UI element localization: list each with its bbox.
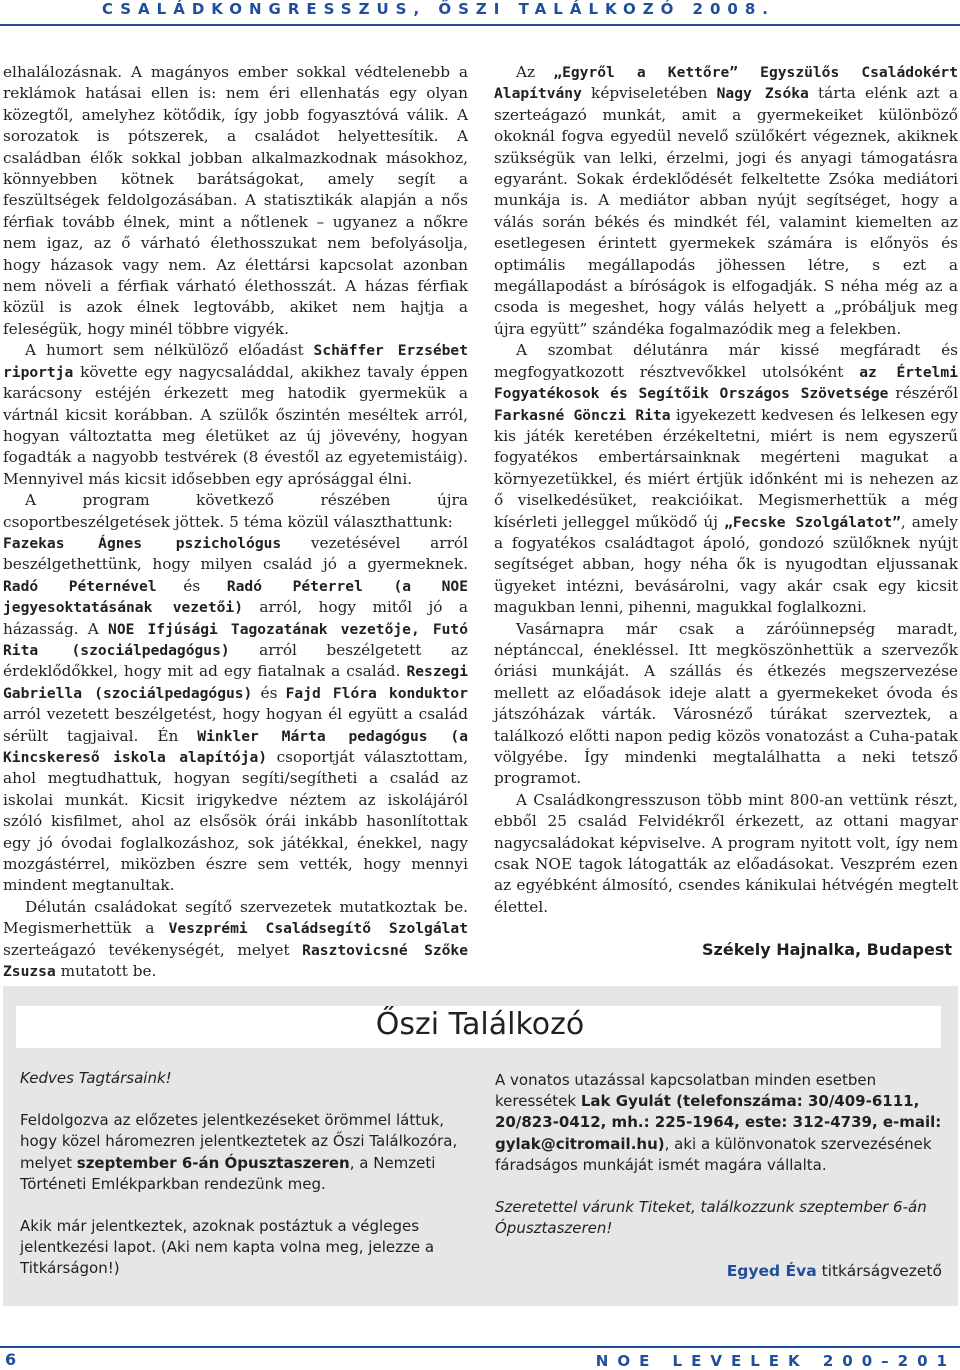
text-span: vezetésével arról beszélgethettünk, hogy milyen család jó a gyermeknek.	[3, 533, 468, 574]
text-span: arról, hogy mitől jó a házasság. A	[3, 598, 468, 638]
text-span: A vonatos utazással kapcsolatban minden esetben keressétek	[495, 1071, 877, 1111]
text-span: A humort sem nélkülöző előadást	[25, 341, 314, 360]
page-number: 6	[5, 1350, 17, 1369]
bold-span: „Egyről a Kettőre” Egyszülős Családokért Alapítvány	[494, 64, 959, 103]
announcement-paragraph-2: Akik már jelentkeztek, azoknak postáztuk a végleges jelentkezési lapot. (Aki nem kapta volna meg, jelezze a Titkárságon!)	[20, 1217, 435, 1278]
bold-span: „Fecske Szolgálatot”	[724, 513, 901, 531]
text-span: , amely a fogyatékos családtagot ápoló, gondozó szülőknek nyújt segítséget abban, hogy néha ők is nyugodtan eljussanak ügyeket intézni, bevásárolni, vagy akár csak egy kicsit magukban lenni, pihenni, magukkal foglalkozni.	[494, 512, 959, 617]
bold-span: szeptember 6-án Ópusztaszeren	[76, 1153, 350, 1172]
publication-title: NOE LEVELEK 200–201	[595, 1352, 956, 1370]
text-span: mutatott be.	[55, 962, 157, 981]
text-span: , aki a különvonatok szervezésének fáradságos munkáját ismét magára vállalta.	[495, 1134, 932, 1174]
text-span: arról vezetett beszélgetést, hogy hogyan él együtt a család sérült tagjaival. Én	[3, 705, 468, 745]
announcement-title: Őszi Találkozó	[375, 1007, 585, 1042]
text-span: követte egy nagycsaláddal, akikhez tavaly éppen karácsony estéjén érkezett meg hatodik gyermekük a vártnál kicsit korábban. A szülők őszintén meséltek arról, hogyan változtatta meg életüket az új jövevény, hogyan fogadták a nagyobb testvérek (8 évestől az egyetemistáig). Mennyivel más kicsit idősebben egy aprósággal élni.	[3, 362, 468, 488]
bold-span: Schäffer Erzsébet riportja	[3, 342, 468, 381]
bold-span: Reszegi Gabriella (szociálpedagógus)	[3, 663, 468, 702]
bold-span: Radó Péterrel (a NOE jegyesoktatásának vezetői)	[3, 577, 468, 617]
text-span: A szombat délutánra már kissé megfáradt és megfogyatkozott résztvevőkkel utolsóként	[494, 341, 958, 381]
right-paragraph-2	[494, 340, 958, 618]
running-header: CSALÁDKONGRESSZUS, ŐSZI TALÁLKOZÓ 2008.	[101, 0, 775, 18]
text-span: Délután családokat segítő szervezetek mutatkoztak be. Megismerhettük a	[3, 897, 468, 938]
footer-rule	[0, 1346, 960, 1348]
bold-span: Fajd Flóra konduktor	[285, 684, 468, 702]
bold-span: Nagy Zsóka	[716, 85, 809, 103]
signature-role: titkárságvezető	[816, 1262, 942, 1280]
text-span: arról beszélgetett az érdeklődőkkel, hogy mit ad egy fiatalnak a család.	[3, 640, 468, 681]
bold-span: Farkasné Gönczi Rita	[494, 406, 671, 424]
right-paragraph-1	[494, 62, 958, 340]
text-span: szerteágazó tevékenységét, melyet	[3, 940, 303, 959]
text-span: Feldolgozva az előzetes jelentkezéseket örömmel láttuk, hogy közel háromezren jelentkeztetek az Őszi Találkozóra, melyet	[20, 1111, 458, 1172]
left-paragraph-4	[3, 533, 468, 897]
bold-span: Veszprémi Családsegítő Szolgálat	[168, 920, 468, 938]
bold-span: Fazekas Ágnes pszichológus	[3, 534, 282, 552]
right-column	[494, 62, 958, 918]
text-span: és	[156, 576, 227, 595]
text-span: , a Nemzeti Történeti Emlékparkban rendezünk meg.	[20, 1153, 436, 1193]
bold-span: Winkler Márta pedagógus (a Kincskereső iskola alapítója)	[3, 727, 468, 766]
announcement-signature	[727, 1262, 942, 1280]
text-span: és	[252, 683, 286, 702]
announcement-left	[20, 1068, 472, 1301]
text-span: részéről	[888, 384, 959, 403]
announcement-invitation: Szeretettel várunk Titeket, találkozzunk szeptember 6-án Ópusztaszeren!	[495, 1198, 927, 1238]
text-span: csoportját választottam, ahol megtudhattuk, hogyan segíti/segítheti a család az iskolai munkát. Kicsit irigykedve néztem az iskolájáról szóló kisfilmet, ahol az elsősök órái inkább hasonlítottak egy jó óvodai foglalkozáshoz, sok játékkal, énekkel, nagy mozgástérrel, miközben észre sem vették, hogy mennyi mindent megtanultak.	[3, 748, 468, 895]
announcement-greeting: Kedves Tagtársaink!	[20, 1069, 172, 1087]
text-span: képviseletében	[581, 84, 717, 103]
text-span: tárta elénk azt a szerteágazó munkát, amit a gyermekeiket különböző okoknál fogva egyedül nevelő szülőkért végeznek, akiknek szükségük van lelki, érzelmi, jogi és anyagi támogatásra egyaránt. Sokak érdeklődését felkeltette Zsóka mediátori munkája is. A mediátor abban nyújt segítséget, hogy a válás során békés és mindkét fél, valamint kiemelten az esetlegesen érintett gyermekek számára is előnyös és optimális megállapodás jöhessen létre, s ezt a megállapodást a bíróságok is elfogadják. S néha még az a csoda is megeshet, hogy válás helyett a „próbáljuk meg újra együtt” szándéka fogalmazódik meg a felekben.	[494, 84, 958, 338]
bold-span: Radó Péternével	[3, 577, 157, 595]
text-span: Az	[516, 63, 554, 81]
bold-span: NOE Ifjúsági Tagozatának vezetője, Futó Rita (szociálpedagógus)	[3, 620, 468, 659]
bold-span: az Értelmi Fogyatékosok és Segítőik Országos Szövetsége	[494, 363, 958, 403]
left-paragraph-5	[3, 897, 468, 983]
header-rule	[0, 24, 960, 26]
left-paragraph-3: A program következő részében újra csoportbeszélgetések jöttek. 5 téma közül választhattunk:	[3, 491, 468, 531]
signature-name: Egyed Éva	[726, 1262, 817, 1280]
left-paragraph-1: elhalálozásnak. A magányos ember sokkal védtelenebb a reklámok hatásai ellen is: nem éri ellenhatás egy olyan közegtől, amelyhez kötődik, így jobb fogyasztóvá válik. A sorozatok is pótszerek, a családot helyettesítik. A családban élők sokkal jobban alkalmazkodnak másokhoz, könnyebben kötnek barátságokat, amely segít a feszültségek feldolgozásában. A statisztikák alapján a nős férfiak tovább élnek, mint a nőtlenek – ugyanez a nőkre nem igaz, az ő várható élethosszukat nem befolyásolja, hogy házasok vagy nem. Az élettársi kapcsolat azonban nem növeli a férfiak várható élethosszát. A házas férfiak közül is azok élnek legtovább, akiket nem hajtja a feleségük, hogy minél többre vigyék.	[3, 63, 468, 338]
announcement-right	[495, 1070, 943, 1260]
right-paragraph-3: Vasárnapra már csak a záróünnepség maradt, néptánccal, énekléssel. Itt megköszönhettük a szervezők óriási munkáját. A szállás és étkezés megszervezése mellett az előadások ideje alatt a gyermekeket óvoda és játszóházak várták. Városnéző túrákat szerveztek, a találkozó előtti napon pedig közös vonatozást a Cuha-patak völgyébe. Így mindenki megtalálhatta a neki tetsző programot.	[494, 619, 958, 788]
bold-span: Rasztovicsné Szőke Zsuzsa	[3, 941, 469, 981]
left-paragraph-2	[3, 340, 468, 490]
announcement-contact	[495, 1070, 943, 1176]
right-paragraph-4: A Családkongresszuson több mint 800-an vettünk részt, ebből 25 család Felvidékről érkezett, az ottani magyar nagycsaládokat képviselve. A program nyitott volt, így nem csak NOE tagok látogatták az előadásokat. Veszprém ezen az egyébként álmosító, csendes kánikulai hétvégén megtelt élettel.	[494, 790, 958, 916]
article-signature: Székely Hajnalka, Budapest	[702, 940, 952, 959]
text-span: igyekezett kedvesen és lelkesen egy kis játék keretében érzékeltetni, miért is nem egyszerű fogyatékos embertársainknak megérteni magukat a környezetükkel, és miért értjük időnként mi is nehezen az ő viselkedésüket, reakcióikat. Megismerhettük a még kísérleti jelleggel működő új	[494, 405, 958, 531]
contact-details: Lak Gyulát (telefonszáma: 30/409-6111, 20/823-0412, mh.: 225-1964, este: 312-4739, e-mail: gylak@citromail.hu)	[495, 1092, 942, 1153]
left-column	[3, 62, 468, 982]
announcement-paragraph-1	[20, 1110, 472, 1195]
